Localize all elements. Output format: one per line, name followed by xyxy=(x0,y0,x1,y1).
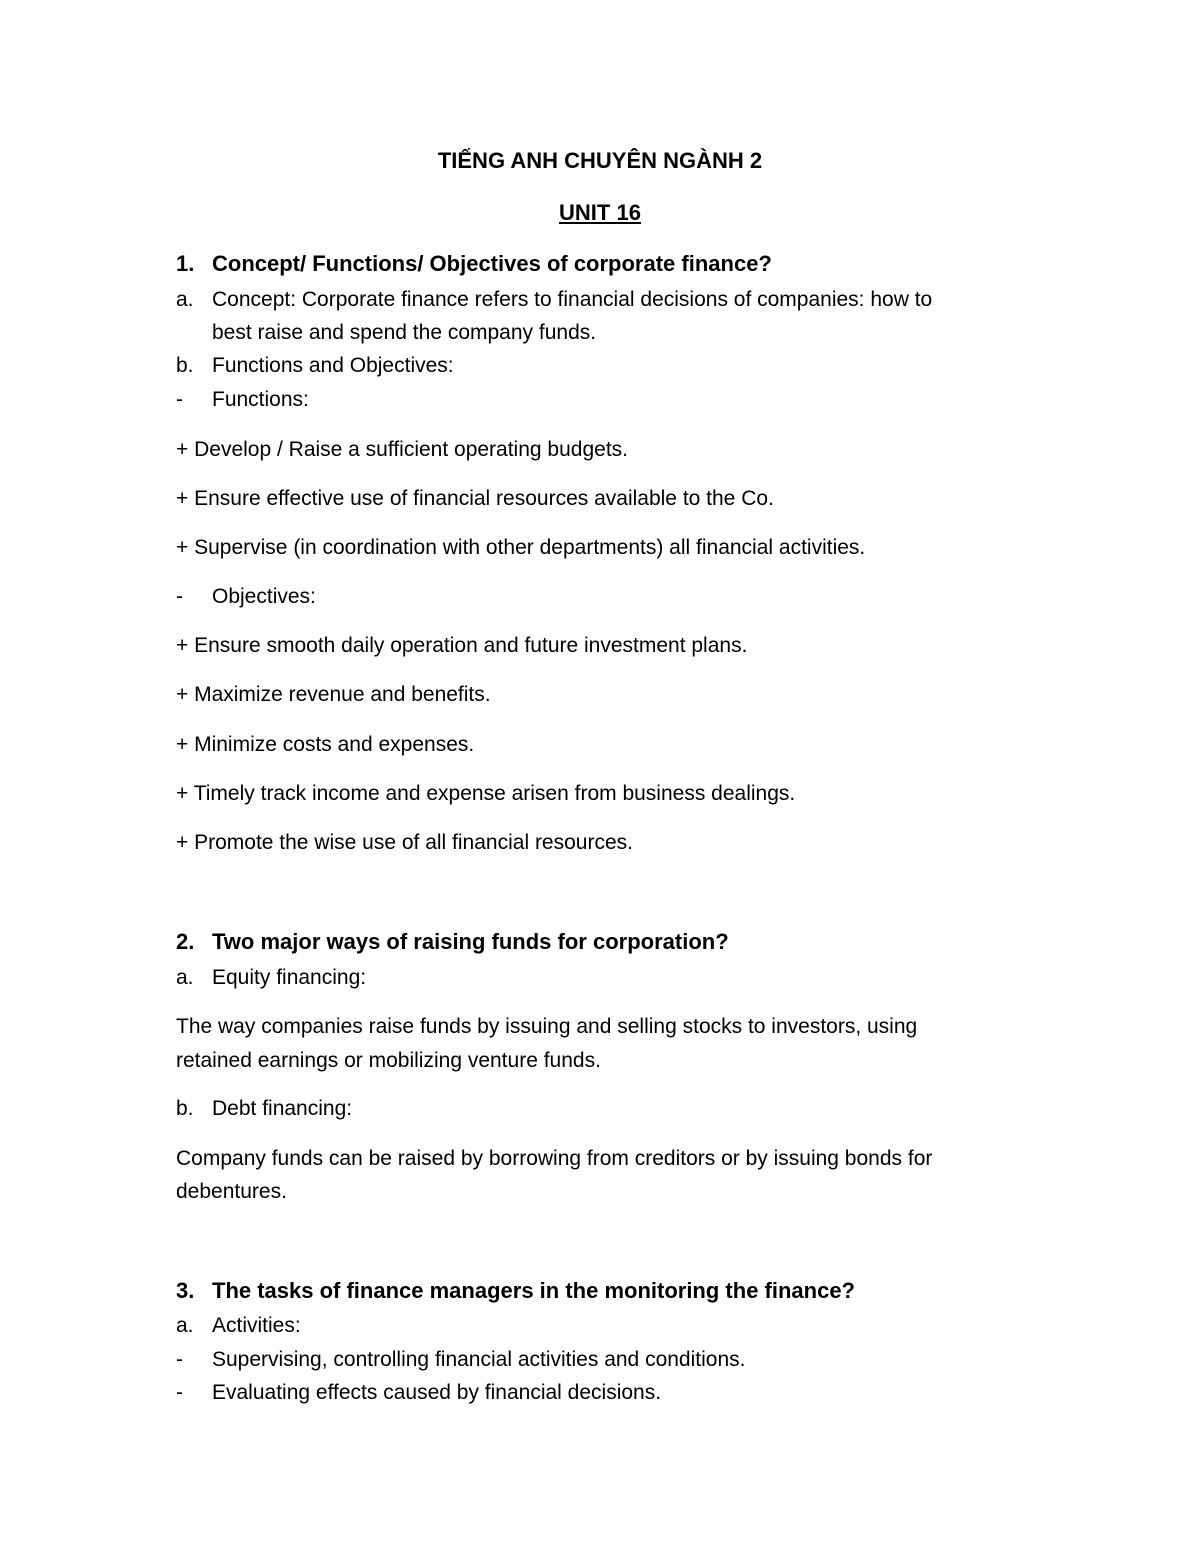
function-item: + Develop / Raise a sufficient operating budgets. xyxy=(176,438,628,461)
debt-paragraph-line1: Company funds can be raised by borrowing from creditors or by issuing bonds for xyxy=(176,1147,933,1170)
objectives-dash: - xyxy=(176,585,183,608)
objectives-label: Objectives: xyxy=(212,585,316,608)
section-3-bullet-dash: - xyxy=(176,1348,183,1371)
unit-heading: UNIT 16 xyxy=(559,200,641,225)
objective-item: + Maximize revenue and benefits. xyxy=(176,683,491,706)
section-1-b-text: Functions and Objectives: xyxy=(212,354,454,377)
section-2-a-text: Equity financing: xyxy=(212,966,367,989)
debt-paragraph-line2: debentures. xyxy=(176,1180,287,1203)
equity-paragraph-line2: retained earnings or mobilizing venture funds. xyxy=(176,1049,601,1072)
equity-paragraph-line1: The way companies raise funds by issuing and selling stocks to investors, using xyxy=(176,1015,918,1038)
section-1-number: 1. xyxy=(176,251,195,276)
document-title: TIẾNG ANH CHUYÊN NGÀNH 2 xyxy=(437,148,763,173)
function-item: + Ensure effective use of financial resources available to the Co. xyxy=(176,487,774,510)
section-1-b-marker: b. xyxy=(176,354,194,377)
functions-dash: - xyxy=(176,388,183,411)
section-3-a-marker: a. xyxy=(176,1314,194,1337)
function-item: + Supervise (in coordination with other departments) all financial activities. xyxy=(176,536,866,559)
objective-item: + Minimize costs and expenses. xyxy=(176,733,475,756)
section-1-heading: Concept/ Functions/ Objectives of corporate finance? xyxy=(212,251,772,276)
section-2-b-text: Debt financing: xyxy=(212,1097,353,1120)
section-3-bullet: Supervising, controlling financial activities and conditions. xyxy=(212,1348,746,1371)
section-1-a-marker: a. xyxy=(176,288,194,311)
section-1-a-line2: best raise and spend the company funds. xyxy=(212,321,597,344)
section-3-number: 3. xyxy=(176,1278,195,1303)
objective-item: + Ensure smooth daily operation and future investment plans. xyxy=(176,634,748,657)
section-3-a-text: Activities: xyxy=(212,1314,301,1337)
section-2-number: 2. xyxy=(176,929,195,954)
objective-item: + Timely track income and expense arisen from business dealings. xyxy=(176,782,796,805)
section-3-bullet-dash: - xyxy=(176,1381,183,1404)
section-2-a-marker: a. xyxy=(176,966,194,989)
section-3-bullet: Evaluating effects caused by financial decisions. xyxy=(212,1381,662,1404)
section-3-heading: The tasks of finance managers in the monitoring the finance? xyxy=(212,1278,855,1303)
section-2-heading: Two major ways of raising funds for corporation? xyxy=(212,929,729,954)
functions-label: Functions: xyxy=(212,388,309,411)
section-2-b-marker: b. xyxy=(176,1097,194,1120)
objective-item: + Promote the wise use of all financial resources. xyxy=(176,831,633,854)
section-1-a-line1: Concept: Corporate finance refers to financial decisions of companies: how to xyxy=(212,288,933,311)
